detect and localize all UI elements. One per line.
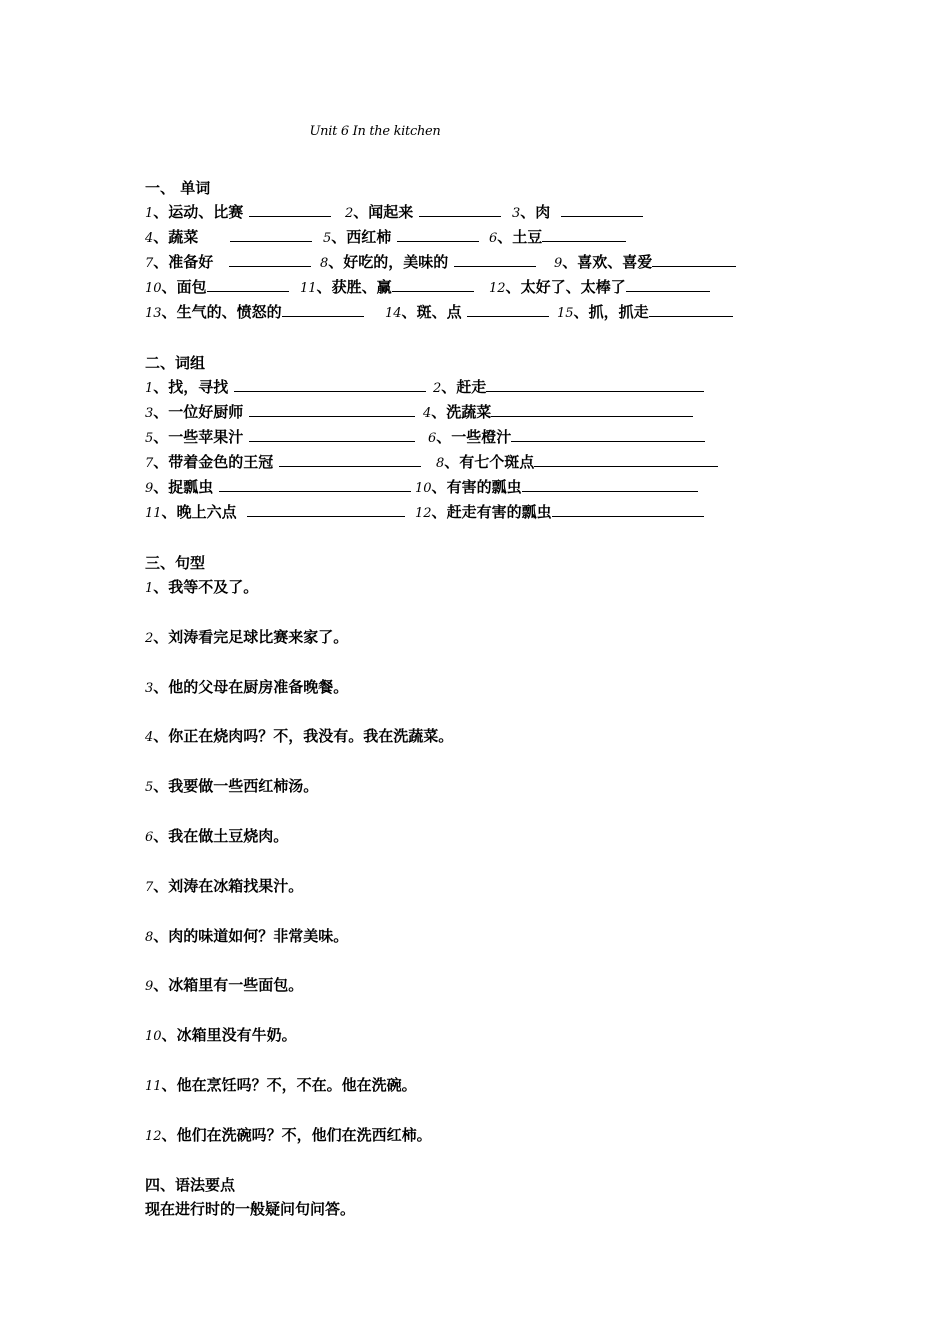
- answer-blank[interactable]: [552, 501, 704, 517]
- answer-blank[interactable]: [542, 226, 626, 242]
- word-item: 8、好吃的，美味的: [320, 251, 536, 272]
- page-title: Unit 6 In the kitchen: [309, 124, 441, 139]
- answer-blank[interactable]: [454, 251, 536, 267]
- phrase-item: 8、有七个斑点: [436, 451, 718, 472]
- word-item: 5、西红柿: [323, 226, 479, 247]
- word-item: 9、喜欢、喜爱: [554, 251, 736, 272]
- sentence-item: 6、我在做土豆烧肉。: [145, 827, 289, 845]
- answer-blank[interactable]: [534, 451, 718, 467]
- answer-blank[interactable]: [626, 276, 710, 292]
- phrase-item: 5、一些苹果汁: [145, 426, 415, 447]
- answer-blank[interactable]: [247, 501, 405, 517]
- word-item: 13、生气的、愤怒的: [145, 301, 364, 322]
- word-item: 6、土豆: [489, 226, 626, 247]
- word-item: 11、获胜、赢: [300, 276, 474, 297]
- answer-blank[interactable]: [491, 401, 693, 417]
- phrase-item: 1、找，寻找: [145, 376, 426, 397]
- answer-blank[interactable]: [230, 226, 312, 242]
- sentence-item: 9、冰箱里有一些面包。: [145, 976, 304, 994]
- answer-blank[interactable]: [249, 426, 415, 442]
- word-item: 2、闻起来: [345, 201, 501, 222]
- answer-blank[interactable]: [652, 251, 736, 267]
- sentence-item: 11、他在烹饪吗？不，不在。他在洗碗。: [145, 1076, 417, 1094]
- section-heading-grammar: 四、语法要点: [145, 1176, 236, 1194]
- phrase-item: 11、晚上六点: [145, 501, 405, 522]
- answer-blank[interactable]: [419, 201, 501, 217]
- sentence-item: 3、他的父母在厨房准备晚餐。: [145, 678, 349, 696]
- sentence-item: 7、刘涛在冰箱找果汁。: [145, 877, 304, 895]
- phrase-item: 7、带着金色的王冠: [145, 451, 421, 472]
- sentence-item: 10、冰箱里没有牛奶。: [145, 1026, 297, 1044]
- word-item: 15、抓，抓走: [557, 301, 733, 322]
- section-heading-sentences: 三、句型: [145, 554, 206, 572]
- section-heading-words: 一、 单词: [145, 179, 211, 197]
- phrase-item: 10、有害的瓢虫: [415, 476, 698, 497]
- phrase-item: 9、捉瓢虫: [145, 476, 411, 497]
- answer-blank[interactable]: [522, 476, 698, 492]
- word-item: 7、准备好: [145, 251, 311, 272]
- word-item: 14、斑、点: [385, 301, 549, 322]
- sentence-item: 2、刘涛看完足球比赛来家了。: [145, 628, 349, 646]
- answer-blank[interactable]: [467, 301, 549, 317]
- sentence-item: 12、他们在洗碗吗？不，他们在洗西红柿。: [145, 1126, 432, 1144]
- answer-blank[interactable]: [282, 301, 364, 317]
- word-item: 1、运动、比赛: [145, 201, 331, 222]
- answer-blank[interactable]: [649, 301, 733, 317]
- phrase-item: 3、一位好厨师: [145, 401, 415, 422]
- word-item: 4、蔬菜: [145, 226, 312, 247]
- answer-blank[interactable]: [279, 451, 421, 467]
- answer-blank[interactable]: [397, 226, 479, 242]
- answer-blank[interactable]: [561, 201, 643, 217]
- answer-blank[interactable]: [511, 426, 705, 442]
- word-item: 12、太好了、太棒了: [489, 276, 710, 297]
- phrase-item: 2、赶走: [433, 376, 704, 397]
- sentence-item: 4、你正在烧肉吗？不，我没有。我在洗蔬菜。: [145, 727, 454, 745]
- answer-blank[interactable]: [229, 251, 311, 267]
- grammar-note: 现在进行时的一般疑问句问答。: [145, 1200, 356, 1218]
- answer-blank[interactable]: [234, 376, 426, 392]
- phrase-item: 6、一些橙汁: [428, 426, 705, 447]
- phrase-item: 4、洗蔬菜: [423, 401, 693, 422]
- section-heading-phrases: 二、词组: [145, 354, 206, 372]
- word-item: 10、面包: [145, 276, 289, 297]
- answer-blank[interactable]: [392, 276, 474, 292]
- answer-blank[interactable]: [219, 476, 411, 492]
- answer-blank[interactable]: [207, 276, 289, 292]
- sentence-item: 1、我等不及了。: [145, 578, 259, 596]
- answer-blank[interactable]: [249, 201, 331, 217]
- sentence-item: 5、我要做一些西红柿汤。: [145, 777, 319, 795]
- answer-blank[interactable]: [486, 376, 704, 392]
- word-item: 3、肉: [512, 201, 643, 222]
- answer-blank[interactable]: [249, 401, 415, 417]
- sentence-item: 8、肉的味道如何？非常美味。: [145, 927, 349, 945]
- phrase-item: 12、赶走有害的瓢虫: [415, 501, 704, 522]
